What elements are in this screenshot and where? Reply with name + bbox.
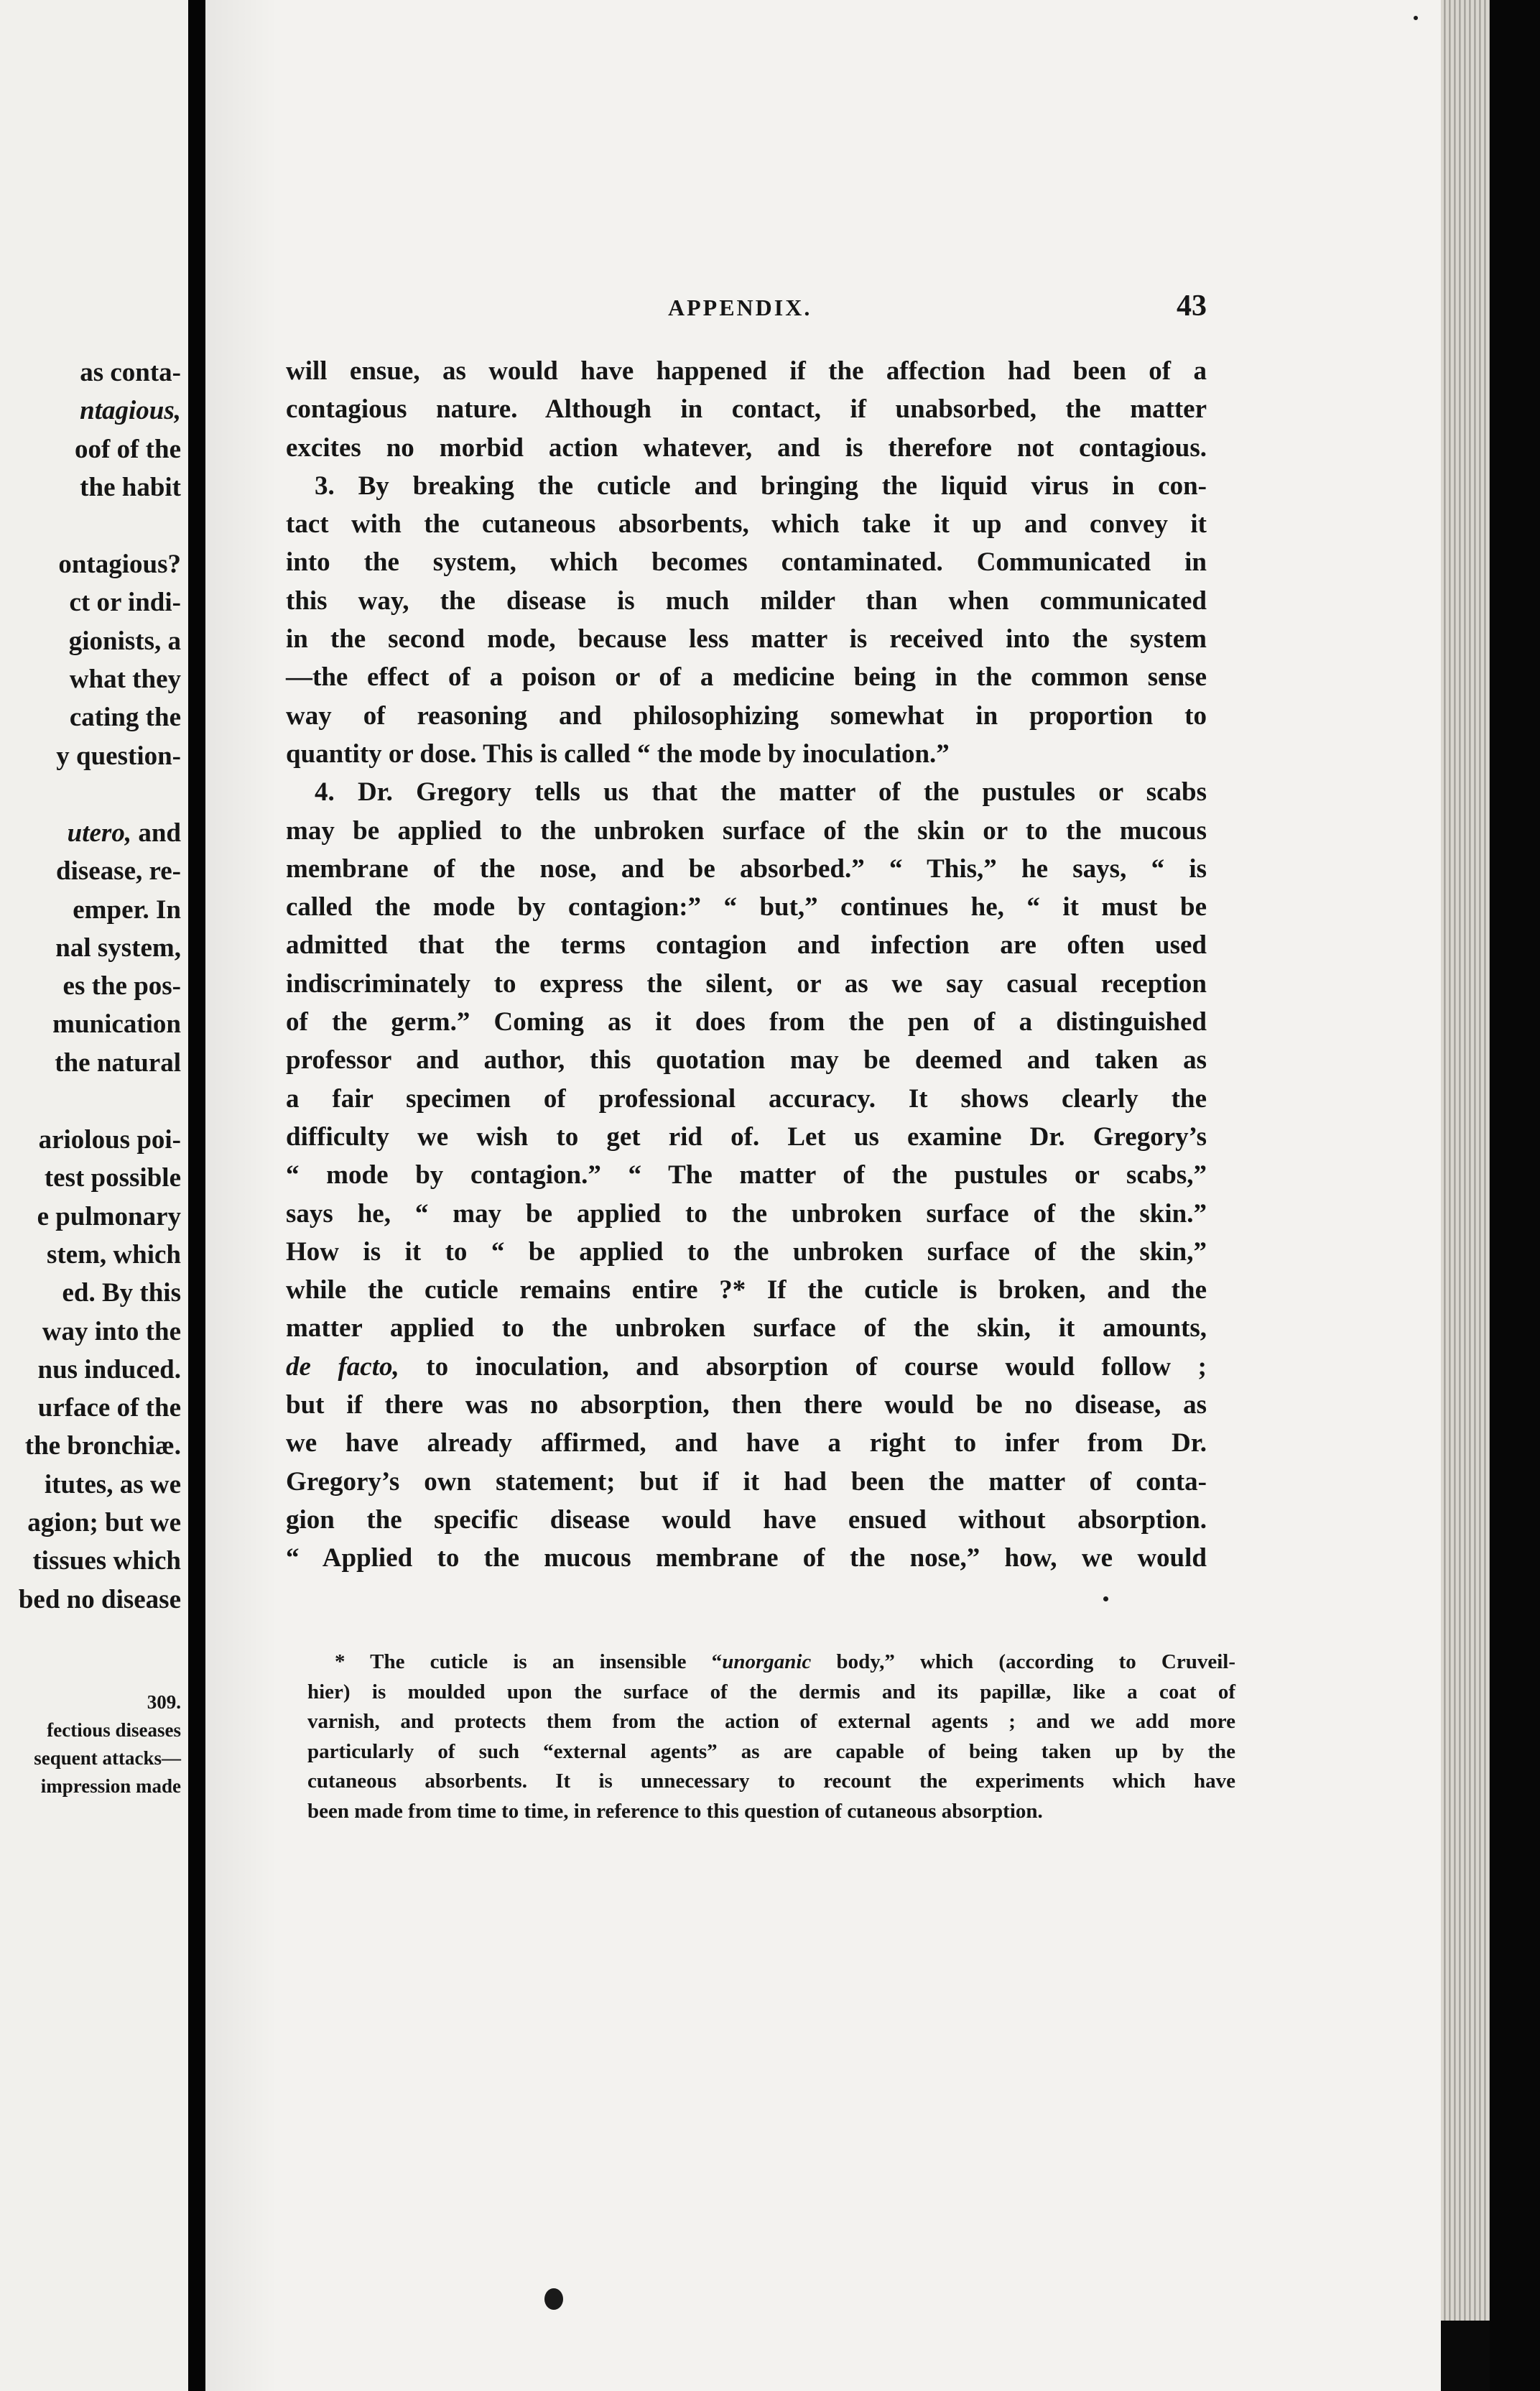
text-line: —the effect of a poison or of a medicine being in the common sense <box>286 662 1207 693</box>
text-line: this way, the disease is much milder than when communicated <box>286 586 1207 616</box>
left-line: the bronchiæ. <box>24 1431 181 1461</box>
running-head: APPENDIX. <box>668 295 812 320</box>
italic-de-facto: de facto, <box>286 1351 399 1382</box>
text-line: membrane of the nose, and be absorbed.” “ This,” he says, “ is <box>286 854 1207 884</box>
footnote-line-italic: * The cuticle is an insensible “unorganic body,” which (according to Cruveil- <box>335 1650 1235 1673</box>
text-line: matter applied to the unbroken surface of the skin, it amounts, <box>286 1313 1207 1344</box>
text-line: into the system, which becomes contaminated. Communicated in <box>286 547 1207 578</box>
text-line: How is it to “ be applied to the unbroken surface of the skin,” <box>286 1236 1207 1267</box>
footnote <box>307 1647 1235 1826</box>
left-line: cating the <box>69 703 181 733</box>
left-line: ct or indi- <box>69 588 181 618</box>
left-line: the habit <box>80 472 181 502</box>
left-line-blank <box>0 507 181 545</box>
left-line: oof of the <box>75 434 181 464</box>
left-page-footnote <box>0 1688 181 1800</box>
text-line: quantity or dose. This is called “ the mode by inoculation.” <box>286 739 950 769</box>
left-page-text <box>0 353 181 1619</box>
page-edges <box>1441 0 1490 2321</box>
text-line: excites no morbid action whatever, and is therefore not contagious. <box>286 433 1207 463</box>
main-text <box>286 352 1207 1578</box>
left-line: munication <box>52 1009 181 1040</box>
text-line: indiscriminately to express the silent, or as we say casual reception <box>286 968 1207 999</box>
left-italic-utero: utero, <box>67 818 132 848</box>
text-line: way of reasoning and philosophizing somewhat in proportion to <box>286 700 1207 731</box>
text-line: difficulty we wish to get rid of. Let us examine Dr. Gregory’s <box>286 1121 1207 1152</box>
text-line: a fair specimen of professional accuracy. It shows clearly the <box>286 1083 1207 1114</box>
text-line: but if there was no absorption, then there would be no disease, as <box>286 1390 1207 1420</box>
left-foot-line: 309. <box>147 1691 181 1713</box>
text-line: in the second mode, because less matter is received into the system <box>286 624 1207 655</box>
left-line: ariolous poi- <box>38 1125 181 1155</box>
page-number: 43 <box>1177 290 1207 323</box>
text-line: Gregory’s own statement; but if it had been the matter of conta- <box>286 1466 1207 1497</box>
left-line: itutes, as we <box>44 1469 181 1499</box>
text-line: says he, “ may be applied to the unbroken surface of the skin.” <box>286 1198 1207 1229</box>
left-line: agion; but we <box>27 1508 181 1538</box>
ink-speck <box>1103 1596 1108 1601</box>
text-line: we have already affirmed, and have a right to infer from Dr. <box>286 1428 1207 1458</box>
text-line: “ mode by contagion.” “ The matter of the pustules or scabs,” <box>286 1160 1207 1190</box>
italic-unorganic: unorganic <box>722 1650 812 1673</box>
left-line: urface of the <box>37 1393 181 1423</box>
facing-left-page <box>0 0 188 2391</box>
footnote-line: hier) is moulded upon the surface of the dermis and its papillæ, like a coat of <box>307 1680 1235 1703</box>
page-header <box>287 289 1207 329</box>
footnote-line: particularly of such “external agents” as are capable of being taken up by the <box>307 1739 1235 1763</box>
text-line: will ensue, as would have happened if the affection had been of a <box>286 356 1207 386</box>
text-line: gion the specific disease would have ensued without absorption. <box>286 1504 1207 1535</box>
text-line: contagious nature. Although in contact, if unabsorbed, the matter <box>286 394 1207 425</box>
text-line: called the mode by contagion:” “ but,” continues he, “ it must be <box>286 892 1207 922</box>
footnote-line: been made from time to time, in reference to this question of cutaneous absorption. <box>307 1799 1043 1823</box>
text-line: may be applied to the unbroken surface of the skin or to the mucous <box>286 815 1207 846</box>
scan-border <box>1490 0 1540 2391</box>
left-foot-line: fectious diseases <box>47 1719 181 1741</box>
ink-speck <box>544 2288 563 2310</box>
text-line-de-facto: de facto, to inoculation, and absorption of course would follow ; <box>286 1351 1207 1382</box>
left-line: as conta- <box>80 358 181 387</box>
text-line: admitted that the terms contagion and infection are often used <box>286 930 1207 961</box>
left-foot-line: sequent attacks— <box>34 1747 181 1769</box>
text-line: “ Applied to the mucous membrane of the nose,” how, we would <box>286 1543 1207 1573</box>
left-line: bed no disease <box>18 1584 181 1614</box>
left-line: stem, which <box>46 1239 181 1270</box>
left-line: ed. By this <box>62 1278 181 1308</box>
left-line: nus induced. <box>37 1354 181 1384</box>
left-line: gionists, a <box>68 626 181 656</box>
left-line: nal system, <box>55 933 181 963</box>
left-line: ntagious, <box>80 396 181 426</box>
left-line: tissues which <box>32 1546 181 1576</box>
ink-speck <box>1414 16 1418 20</box>
left-line: disease, re- <box>56 856 181 887</box>
left-line: e pulmonary <box>37 1201 181 1231</box>
text-line: tact with the cutaneous absorbents, which take it up and convey it <box>286 509 1207 540</box>
text-line: 4. Dr. Gregory tells us that the matter of the pustules or scabs <box>315 777 1207 808</box>
left-line: what they <box>69 665 181 695</box>
left-line: way into the <box>42 1316 181 1346</box>
left-line-blank <box>0 775 181 814</box>
book-gutter <box>188 0 205 2391</box>
footnote-line: varnish, and protects them from the action of external agents ; and we add more <box>307 1710 1235 1733</box>
left-line: ontagious? <box>58 550 181 580</box>
left-line: emper. In <box>73 894 181 925</box>
text-line: of the germ.” Coming as it does from the pen of a distinguished <box>286 1007 1207 1037</box>
left-foot-line: impression made <box>40 1775 181 1797</box>
left-line-blank <box>0 1082 181 1121</box>
text-line: professor and author, this quotation may be deemed and taken as <box>286 1045 1207 1076</box>
left-line: y question- <box>56 741 181 771</box>
left-line: es the pos- <box>62 971 181 1002</box>
footnote-line: cutaneous absorbents. It is unnecessary to recount the experiments which have <box>307 1770 1235 1793</box>
text-line: 3. By breaking the cuticle and bringing the liquid virus in con- <box>315 471 1207 501</box>
left-line: utero, and <box>67 818 181 848</box>
left-line: test possible <box>44 1163 181 1193</box>
text-line: while the cuticle remains entire ?* If the cuticle is broken, and the <box>286 1275 1207 1305</box>
left-line: the natural <box>55 1047 181 1078</box>
